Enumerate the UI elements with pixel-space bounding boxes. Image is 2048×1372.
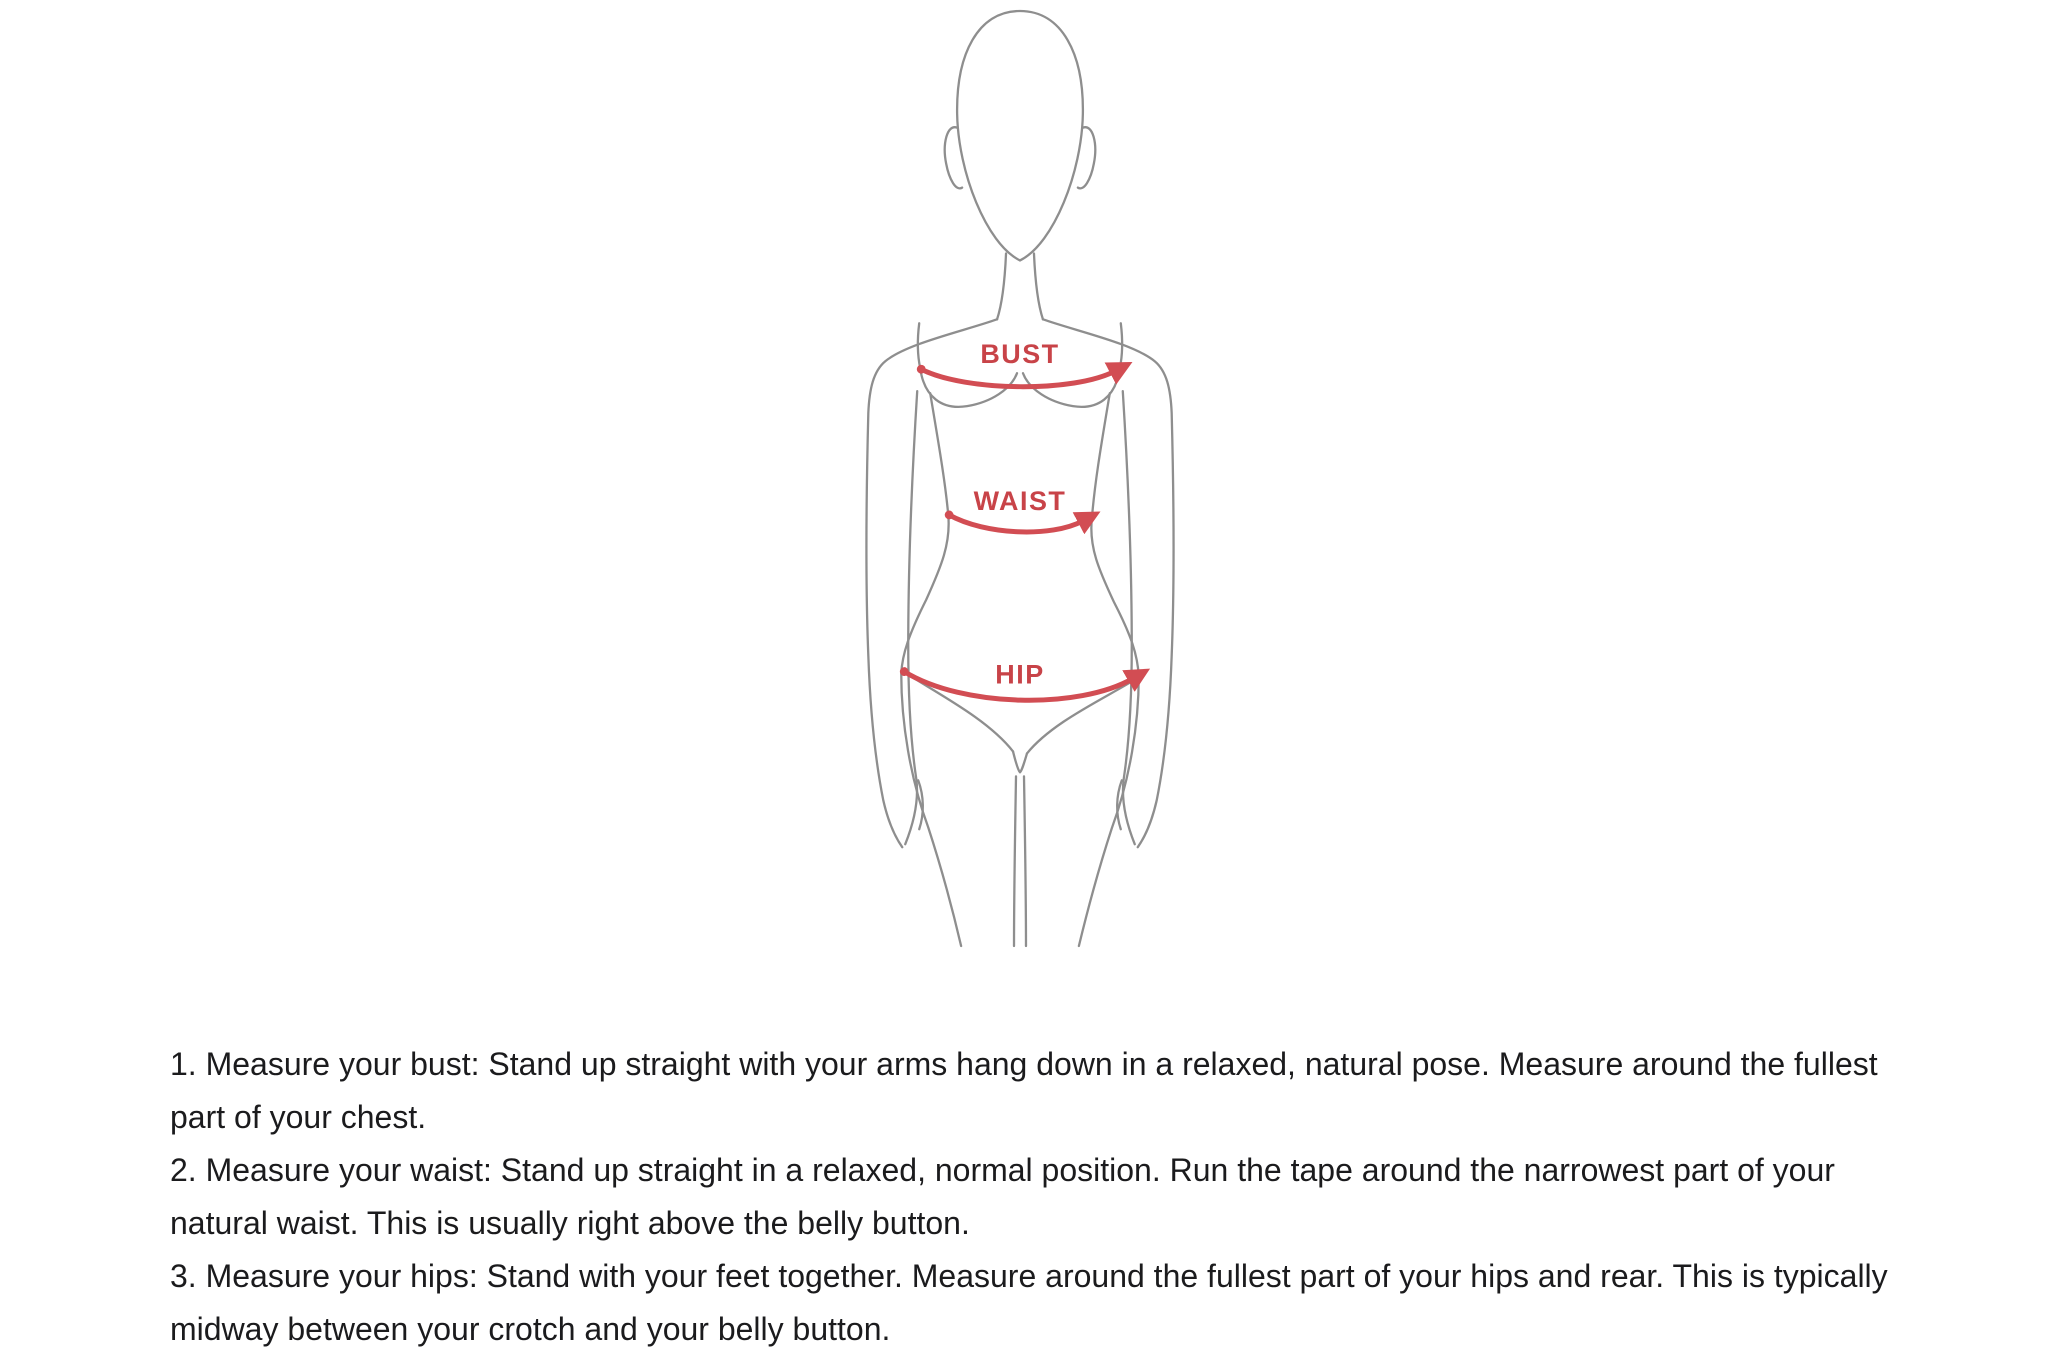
figure-outline — [866, 11, 1173, 946]
neck-left — [997, 253, 1006, 319]
chest-side-left — [918, 323, 920, 368]
right-arm-inner — [1123, 391, 1135, 844]
waist-label: WAIST — [973, 485, 1067, 516]
inner-leg-left — [1014, 776, 1016, 946]
body-measurement-diagram — [845, 2, 1195, 950]
measurement-instructions — [170, 1038, 1960, 1356]
crotch-curve — [1013, 751, 1027, 772]
bust-measure-arrow — [921, 369, 1115, 386]
measurement-arrows — [904, 369, 1133, 700]
neck-right — [1034, 253, 1043, 319]
instruction-line: 1. Measure your bust: Stand up straight with your arms hang down in a relaxed, natural pose. Measure around the fullest — [170, 1046, 1878, 1082]
female-figure-diagram — [845, 2, 1195, 950]
left-arm-inner — [905, 391, 917, 844]
inner-leg-right — [1024, 776, 1026, 946]
head-outline — [957, 11, 1083, 260]
hip-label: HIP — [995, 659, 1045, 690]
waist-measure-arrow — [949, 515, 1083, 532]
torso-right — [1079, 393, 1139, 946]
panty-line-right — [1027, 679, 1137, 754]
instruction-line: 2. Measure your waist: Stand up straight in a relaxed, normal position. Run the tape around the narrowest part of your — [170, 1152, 1835, 1188]
chest-side-right — [1120, 323, 1122, 368]
instruction-line: 3. Measure your hips: Stand with your feet together. Measure around the fullest part of your hips and rear. This is typically — [170, 1258, 1888, 1294]
instruction-item-hips — [170, 1250, 1960, 1356]
instruction-item-bust — [170, 1038, 1960, 1144]
measurement-labels — [974, 339, 1067, 689]
instruction-line: natural waist. This is usually right above the belly button. — [170, 1205, 970, 1241]
instruction-item-waist — [170, 1144, 1960, 1250]
instruction-line: part of your chest. — [170, 1099, 427, 1135]
instruction-line: midway between your crotch and your belly button. — [170, 1311, 891, 1347]
bust-label: BUST — [980, 339, 1060, 370]
torso-left — [901, 393, 961, 946]
